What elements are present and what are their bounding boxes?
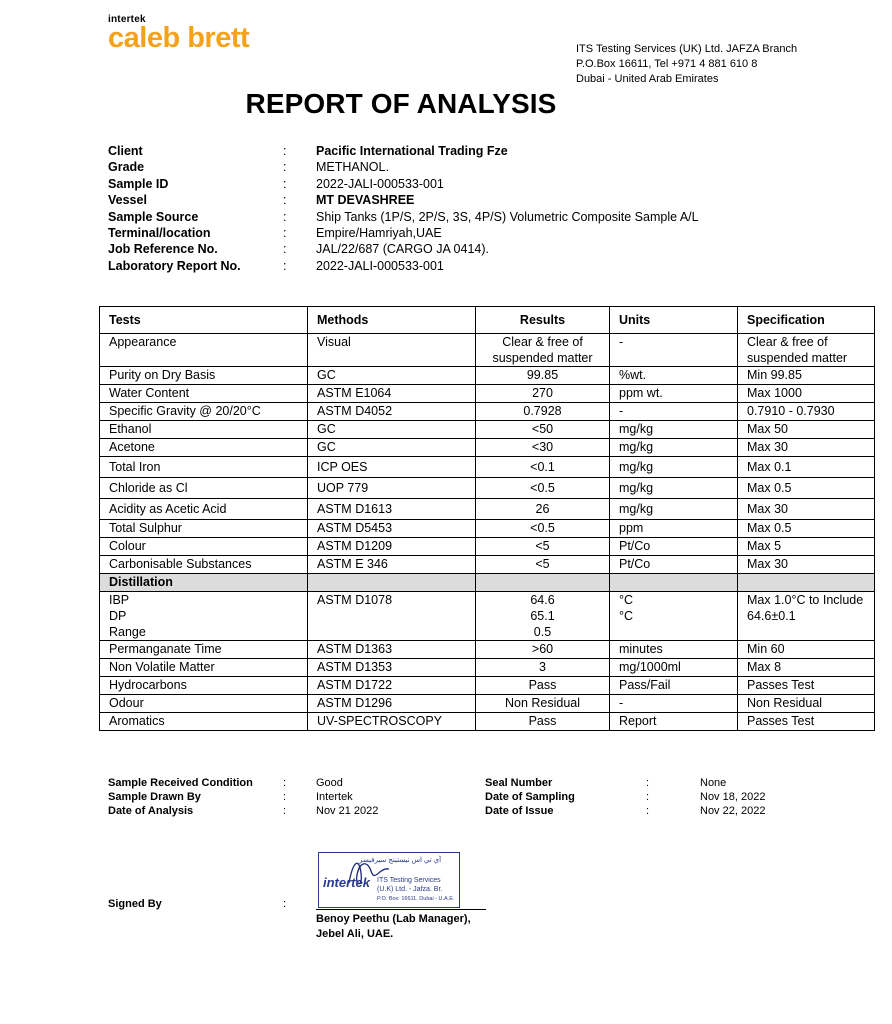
cell-spec: Max 30 (738, 556, 875, 574)
cell-method: GC (308, 367, 476, 385)
info-value: METHANOL. (316, 160, 389, 175)
cell-spec: Max 1.0°C to Include 64.6±0.1 (738, 592, 875, 641)
cell-test: Ethanol (100, 421, 308, 439)
footer-colon: : (646, 805, 650, 817)
cell-result: <30 (476, 439, 610, 457)
cell-method: ASTM D1078 (308, 592, 476, 641)
table-row (100, 659, 875, 677)
cell-test: Non Volatile Matter (100, 659, 308, 677)
cell-spec: Max 8 (738, 659, 875, 677)
cell-unit: mg/kg (610, 478, 738, 499)
report-title: REPORT OF ANALYSIS (245, 88, 557, 119)
info-value: Pacific International Trading Fze (316, 144, 508, 158)
footer-colon: : (283, 791, 287, 803)
cell-test: Chloride as Cl (100, 478, 308, 499)
footer-value: None (700, 777, 727, 789)
table-row (100, 439, 875, 457)
cell-method: ASTM D1613 (308, 499, 476, 520)
logo-caleb-brett-text: caleb brett (108, 22, 250, 54)
cell-spec: Min 99.85 (738, 367, 875, 385)
table-row (100, 556, 875, 574)
cell-unit: minutes (610, 641, 738, 659)
signer-name: Benoy Peethu (Lab Manager), (316, 913, 471, 925)
stamp-brand: intertek (323, 875, 370, 890)
info-value: JAL/22/687 (CARGO JA 0414). (316, 242, 490, 257)
cell-test: IBP DP Range (100, 592, 308, 641)
footer-value: Intertek (316, 791, 353, 803)
info-colon: : (283, 176, 287, 191)
cell-unit: mg/kg (610, 499, 738, 520)
footer-label: Sample Drawn By (108, 791, 201, 803)
cell-test: Distillation (100, 574, 308, 592)
cell-spec: Max 0.1 (738, 457, 875, 478)
info-label: Vessel (108, 193, 147, 208)
cell-spec: Passes Test (738, 713, 875, 731)
cell-result: Pass (476, 677, 610, 695)
cell-unit: Pt/Co (610, 556, 738, 574)
cell-method: ASTM D4052 (308, 403, 476, 421)
cell-spec: Max 30 (738, 439, 875, 457)
cell-unit: mg/kg (610, 457, 738, 478)
footer-colon: : (283, 805, 287, 817)
footer-value: Nov 21 2022 (316, 805, 379, 817)
cell-result: <0.1 (476, 457, 610, 478)
cell-spec (738, 574, 875, 592)
table-row (100, 499, 875, 520)
cell-unit: mg/kg (610, 439, 738, 457)
info-colon: : (283, 258, 287, 273)
cell-spec: Min 60 (738, 641, 875, 659)
cell-result (476, 574, 610, 592)
cell-method: ASTM D1296 (308, 695, 476, 713)
info-colon: : (283, 193, 287, 208)
info-label: Sample ID (108, 176, 169, 191)
info-colon: : (283, 144, 287, 158)
cell-method: GC (308, 439, 476, 457)
cell-method: ASTM D1363 (308, 641, 476, 659)
info-label: Grade (108, 160, 145, 175)
cell-method: ASTM E1064 (308, 385, 476, 403)
cell-test: Odour (100, 695, 308, 713)
info-label: Client (108, 144, 143, 158)
cell-unit: %wt. (610, 367, 738, 385)
info-label: Job Reference No. (108, 242, 218, 257)
cell-result: >60 (476, 641, 610, 659)
cell-spec: 0.7910 - 0.7930 (738, 403, 875, 421)
cell-spec: Max 30 (738, 499, 875, 520)
cell-unit: Report (610, 713, 738, 731)
cell-method: ASTM D1209 (308, 538, 476, 556)
cell-method: UOP 779 (308, 478, 476, 499)
cell-test: Total Sulphur (100, 520, 308, 538)
info-colon: : (283, 242, 287, 257)
footer-value: Nov 22, 2022 (700, 805, 766, 817)
signer-block (316, 912, 471, 942)
signature-line (316, 909, 486, 910)
cell-unit: mg/kg (610, 421, 738, 439)
table-row (100, 403, 875, 421)
table-row (100, 367, 875, 385)
cell-result: 270 (476, 385, 610, 403)
info-value: Empire/Hamriyah,UAE (316, 225, 442, 240)
cell-test: Specific Gravity @ 20/20°C (100, 403, 308, 421)
footer-colon: : (646, 791, 650, 803)
info-value: 2022-JALI-000533-001 (316, 176, 444, 191)
table-row (100, 421, 875, 439)
cell-unit (610, 574, 738, 592)
cell-method: UV-SPECTROSCOPY (308, 713, 476, 731)
footer-label: Sample Received Condition (108, 777, 253, 789)
table-row (100, 385, 875, 403)
logo-intertek-text: intertek (108, 14, 146, 25)
cell-spec: Max 0.5 (738, 520, 875, 538)
info-label: Terminal/location (108, 225, 211, 240)
header-methods: Methods (308, 307, 476, 334)
cell-result: Non Residual (476, 695, 610, 713)
results-table (99, 306, 875, 731)
header-tests: Tests (100, 307, 308, 334)
info-colon: : (283, 160, 287, 175)
cell-spec: Clear & free of suspended matter (738, 334, 875, 367)
stamp-line: (U.K) Ltd. - Jafza. Br. (377, 886, 443, 893)
cell-method: ASTM E 346 (308, 556, 476, 574)
cell-unit: Pt/Co (610, 538, 738, 556)
cell-unit: - (610, 334, 738, 367)
cell-result: <0.5 (476, 520, 610, 538)
cell-test: Colour (100, 538, 308, 556)
cell-spec: Max 1000 (738, 385, 875, 403)
table-row (100, 457, 875, 478)
cell-method: ICP OES (308, 457, 476, 478)
cell-spec: Max 0.5 (738, 478, 875, 499)
address-line: Dubai - United Arab Emirates (576, 73, 719, 85)
cell-spec: Non Residual (738, 695, 875, 713)
cell-test: Aromatics (100, 713, 308, 731)
info-colon: : (283, 225, 287, 240)
table-row (100, 520, 875, 538)
table-row (100, 334, 875, 367)
table-row (100, 677, 875, 695)
cell-method: GC (308, 421, 476, 439)
table-row (100, 592, 875, 641)
cell-unit: - (610, 403, 738, 421)
cell-method: ASTM D1353 (308, 659, 476, 677)
footer-colon: : (283, 777, 287, 789)
cell-unit: mg/1000ml (610, 659, 738, 677)
header-specification: Specification (738, 307, 875, 334)
cell-unit: Pass/Fail (610, 677, 738, 695)
cell-result: 64.6 65.1 0.5 (476, 592, 610, 641)
info-value: Ship Tanks (1P/S, 2P/S, 3S, 4P/S) Volumetric Composite Sample A/L (316, 209, 699, 224)
footer-label: Date of Sampling (485, 791, 575, 803)
cell-spec: Max 5 (738, 538, 875, 556)
cell-result: 99.85 (476, 367, 610, 385)
cell-result: <0.5 (476, 478, 610, 499)
cell-result: 26 (476, 499, 610, 520)
table-row (100, 538, 875, 556)
cell-test: Hydrocarbons (100, 677, 308, 695)
table-row (100, 641, 875, 659)
footer-label: Date of Analysis (108, 805, 194, 817)
header-results: Results (476, 307, 610, 334)
address-line: ITS Testing Services (UK) Ltd. JAFZA Branch (576, 43, 798, 55)
stamp-arabic-text: آي تي اس تيستينج سيرفيسز (359, 857, 442, 864)
info-value: MT DEVASHREE (316, 193, 415, 208)
cell-method: ASTM D1722 (308, 677, 476, 695)
info-label: Sample Source (108, 209, 199, 224)
cell-spec: Passes Test (738, 677, 875, 695)
address-line: P.O.Box 16611, Tel +971 4 881 610 8 (576, 58, 758, 70)
cell-method: ASTM D5453 (308, 520, 476, 538)
footer-value: Good (316, 777, 343, 789)
stamp-line: P.O. Box: 16611, Dubai - U.A.E. (377, 896, 455, 902)
cell-unit: ppm (610, 520, 738, 538)
cell-test: Acidity as Acetic Acid (100, 499, 308, 520)
footer-value: Nov 18, 2022 (700, 791, 766, 803)
header-units: Units (610, 307, 738, 334)
cell-test: Appearance (100, 334, 308, 367)
table-row (100, 478, 875, 499)
info-value: 2022-JALI-000533-001 (316, 258, 444, 273)
signer-location: Jebel Ali, UAE. (316, 928, 394, 940)
cell-unit: - (610, 695, 738, 713)
cell-result: <50 (476, 421, 610, 439)
footer-colon: : (646, 777, 650, 789)
company-stamp (318, 852, 460, 908)
footer-label: Seal Number (485, 777, 553, 789)
cell-result: 0.7928 (476, 403, 610, 421)
cell-method (308, 574, 476, 592)
cell-test: Acetone (100, 439, 308, 457)
info-label: Laboratory Report No. (108, 258, 241, 273)
cell-test: Total Iron (100, 457, 308, 478)
cell-result: <5 (476, 556, 610, 574)
table-row (100, 713, 875, 731)
cell-test: Carbonisable Substances (100, 556, 308, 574)
cell-test: Permanganate Time (100, 641, 308, 659)
cell-result: Clear & free of suspended matter (476, 334, 610, 367)
cell-unit: ppm wt. (610, 385, 738, 403)
footer-label: Date of Issue (485, 805, 554, 817)
cell-test: Water Content (100, 385, 308, 403)
cell-test: Purity on Dry Basis (100, 367, 308, 385)
table-header-row (100, 307, 875, 334)
signed-by-label: Signed By (108, 898, 162, 910)
signed-by-colon: : (283, 898, 287, 910)
company-logo (108, 14, 249, 52)
cell-method: Visual (308, 334, 476, 367)
cell-result: Pass (476, 713, 610, 731)
company-address (576, 42, 797, 87)
stamp-line: ITS Testing Services (377, 877, 441, 884)
cell-spec: Max 50 (738, 421, 875, 439)
cell-result: <5 (476, 538, 610, 556)
cell-result: 3 (476, 659, 610, 677)
info-colon: : (283, 209, 287, 224)
table-row (100, 695, 875, 713)
table-section-row (100, 574, 875, 592)
cell-unit: °C °C (610, 592, 738, 641)
